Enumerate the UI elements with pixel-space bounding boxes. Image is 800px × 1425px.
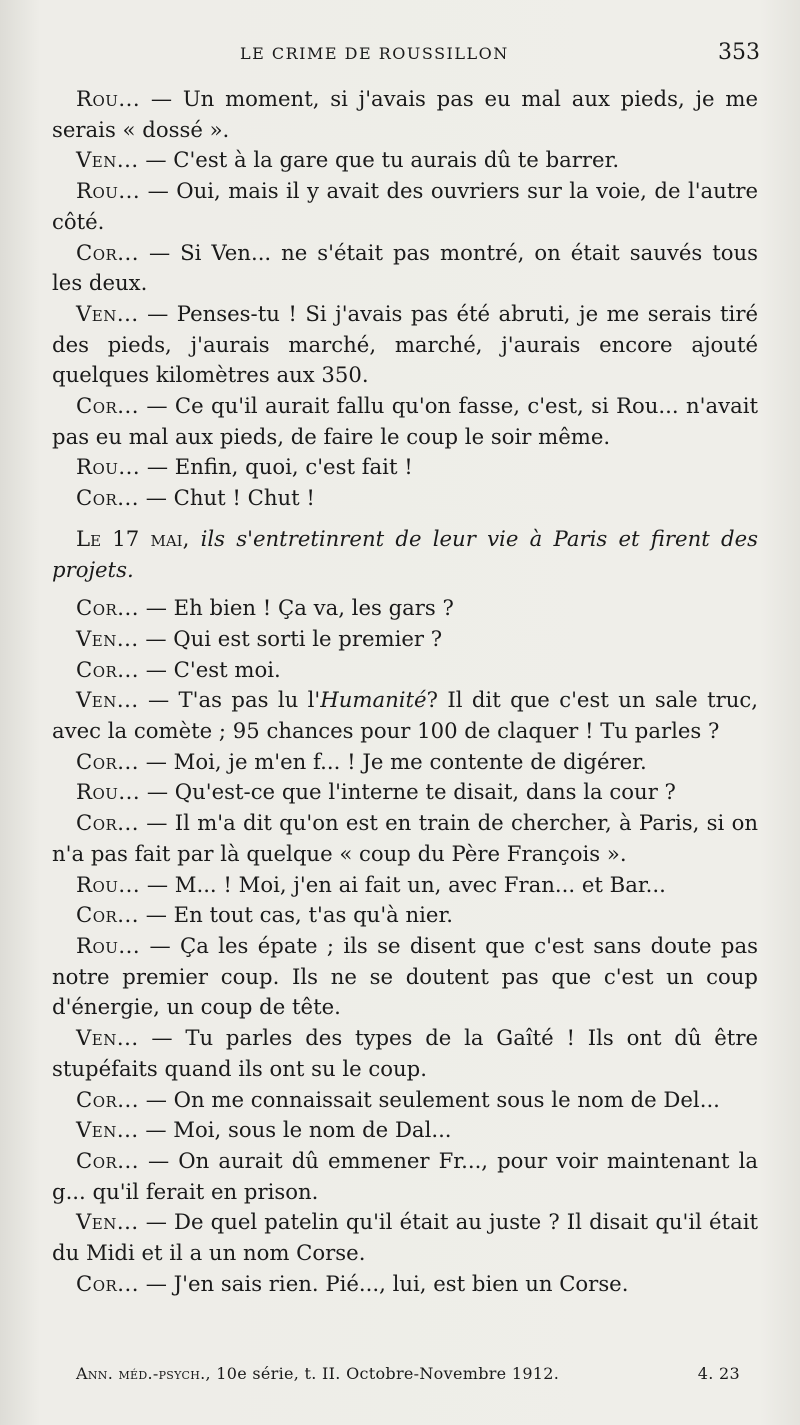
dialogue-line — [52, 685, 758, 746]
speaker-name: Rou... — [76, 178, 141, 204]
journal-abbrev: Ann. méd.-psych., — [76, 1364, 211, 1383]
dialogue-line — [52, 931, 758, 1023]
dialogue-line — [52, 747, 758, 778]
dialogue-text: — J'en sais rien. Pié..., lui, est bien un Corse. — [139, 1270, 629, 1296]
speaker-name: Ven... — [76, 625, 139, 651]
speaker-name: Ven... — [76, 300, 139, 326]
dialogue-line — [52, 299, 758, 391]
speaker-name: Cor... — [76, 1147, 140, 1173]
dialogue-text: — Qu'est-ce que l'interne te disait, dans la cour ? — [140, 779, 676, 805]
speaker-name: Cor... — [76, 1086, 140, 1112]
speaker-name: Cor... — [76, 902, 140, 928]
dialogue-line — [52, 238, 758, 299]
dialogue-line — [52, 452, 758, 483]
speaker-name: Ven... — [76, 147, 139, 173]
dialogue-text: — C'est moi. — [139, 656, 281, 682]
page-header — [60, 40, 760, 70]
dialogue-text: — Moi, sous le nom de Dal... — [138, 1117, 452, 1143]
speaker-name: Cor... — [76, 239, 140, 265]
dialogue-text: — Ce qu'il aurait fallu qu'on fasse, c'est, si Rou... n'avait pas eu mal aux pieds, de faire le coup le soir même. — [52, 393, 758, 449]
dialogue-text: — Tu parles des types de la Gaîté ! Ils ont dû être stupéfaits quand ils ont su le coup. — [52, 1025, 758, 1081]
dialogue-line — [52, 1115, 758, 1146]
dialogue-line — [52, 870, 758, 901]
dialogue-line — [52, 391, 758, 452]
speaker-name: Ven... — [76, 1025, 139, 1051]
speaker-name: Rou... — [76, 932, 141, 958]
journal-issue: 10e série, t. II. Octobre-Novembre 1912. — [210, 1364, 560, 1383]
dialogue-text: — Oui, mais il y avait des ouvriers sur la voie, de l'autre côté. — [52, 178, 758, 234]
speaker-name: Rou... — [76, 871, 141, 897]
speaker-name: Rou... — [76, 779, 141, 805]
page-number: 353 — [718, 40, 760, 65]
stage-date: Le 17 mai, — [76, 525, 190, 551]
dialogue-line — [52, 624, 758, 655]
speaker-name: Cor... — [76, 595, 140, 621]
dialogue-text: — Il m'a dit qu'on est en train de chercher, à Paris, si on n'a pas fait par là quelque « coup du Père François ». — [52, 810, 758, 866]
dialogue-text: — De quel patelin qu'il était au juste ? Il disait qu'il était du Midi et il a un nom Corse. — [52, 1209, 758, 1266]
dialogue-text: — En tout cas, t'as qu'à nier. — [139, 902, 453, 928]
dialogue-line — [52, 145, 758, 176]
stage-direction — [52, 524, 758, 585]
speaker-name: Cor... — [76, 485, 140, 511]
dialogue-line — [52, 1146, 758, 1207]
speaker-name: Cor... — [76, 810, 140, 836]
dialogue-text: — Penses-tu ! Si j'avais pas été abruti, je me serais tiré des pieds, j'aurais marché, marché, j'aurais encore ajouté quelques kilomètres aux 350. — [52, 300, 758, 388]
dialogue-line — [52, 900, 758, 931]
newspaper-title: Humanité — [320, 687, 427, 713]
speaker-name: Cor... — [76, 656, 140, 682]
speaker-name: Ven... — [76, 687, 139, 713]
dialogue-text: — Eh bien ! Ça va, les gars ? — [139, 595, 454, 621]
dialogue-line — [52, 808, 758, 869]
dialogue-text: — Chut ! Chut ! — [139, 485, 315, 511]
speaker-name: Cor... — [76, 1270, 140, 1296]
dialogue-text: — Un moment, si j'avais pas eu mal aux pieds, je me serais « dossé ». — [52, 86, 758, 142]
dialogue-text: — On me connaissait seulement sous le nom de Del... — [139, 1086, 720, 1112]
dialogue-line — [52, 1085, 758, 1116]
dialogue-line — [52, 655, 758, 686]
dialogue-text: — Moi, je m'en f... ! Je me contente de digérer. — [139, 748, 647, 774]
speaker-name: Rou... — [76, 454, 141, 480]
page-footer — [76, 1364, 740, 1383]
dialogue-line — [52, 84, 758, 145]
dialogue-text: — On aurait dû emmener Fr..., pour voir maintenant la g... qu'il ferait en prison. — [52, 1147, 758, 1204]
speaker-name: Cor... — [76, 393, 140, 419]
dialogue-line — [52, 1269, 758, 1300]
dialogue-text: — Enfin, quoi, c'est fait ! — [140, 454, 413, 480]
speaker-name: Ven... — [76, 1117, 139, 1143]
dialogue-text: — Si Ven... ne s'était pas montré, on était sauvés tous les deux. — [52, 239, 758, 296]
stage-text: ils s'entretinrent de leur vie à Paris et firent des projets. — [52, 525, 758, 582]
dialogue-line — [52, 483, 758, 514]
dialogue-text: — C'est à la gare que tu aurais dû te barrer. — [138, 147, 620, 173]
signature-mark: 4. 23 — [697, 1364, 740, 1383]
speaker-name: Cor... — [76, 748, 140, 774]
dialogue-line — [52, 1207, 758, 1268]
dialogue-line — [52, 593, 758, 624]
speaker-name: Ven... — [76, 1209, 139, 1235]
dialogue-line — [52, 1023, 758, 1084]
page-body — [52, 84, 758, 1299]
dialogue-text: — T'as pas lu l' — [138, 687, 321, 713]
dialogue-text: — M... ! Moi, j'en ai fait un, avec Fran... et Bar... — [140, 871, 666, 897]
running-title: LE CRIME DE ROUSSILLON — [240, 44, 509, 63]
dialogue-text: — Ça les épate ; ils se disent que c'est sans doute pas notre premier coup. Ils ne se doutent pas que c'est un coup d'énergie, un coup de tête. — [52, 932, 758, 1020]
dialogue-line — [52, 777, 758, 808]
dialogue-text: ? Il dit que c'est un sale truc, avec la comète ; 95 chances pour 100 de claquer ! Tu parles ? — [52, 687, 758, 744]
dialogue-line — [52, 176, 758, 237]
dialogue-text: — Qui est sorti le premier ? — [138, 625, 443, 651]
speaker-name: Rou... — [76, 86, 141, 111]
